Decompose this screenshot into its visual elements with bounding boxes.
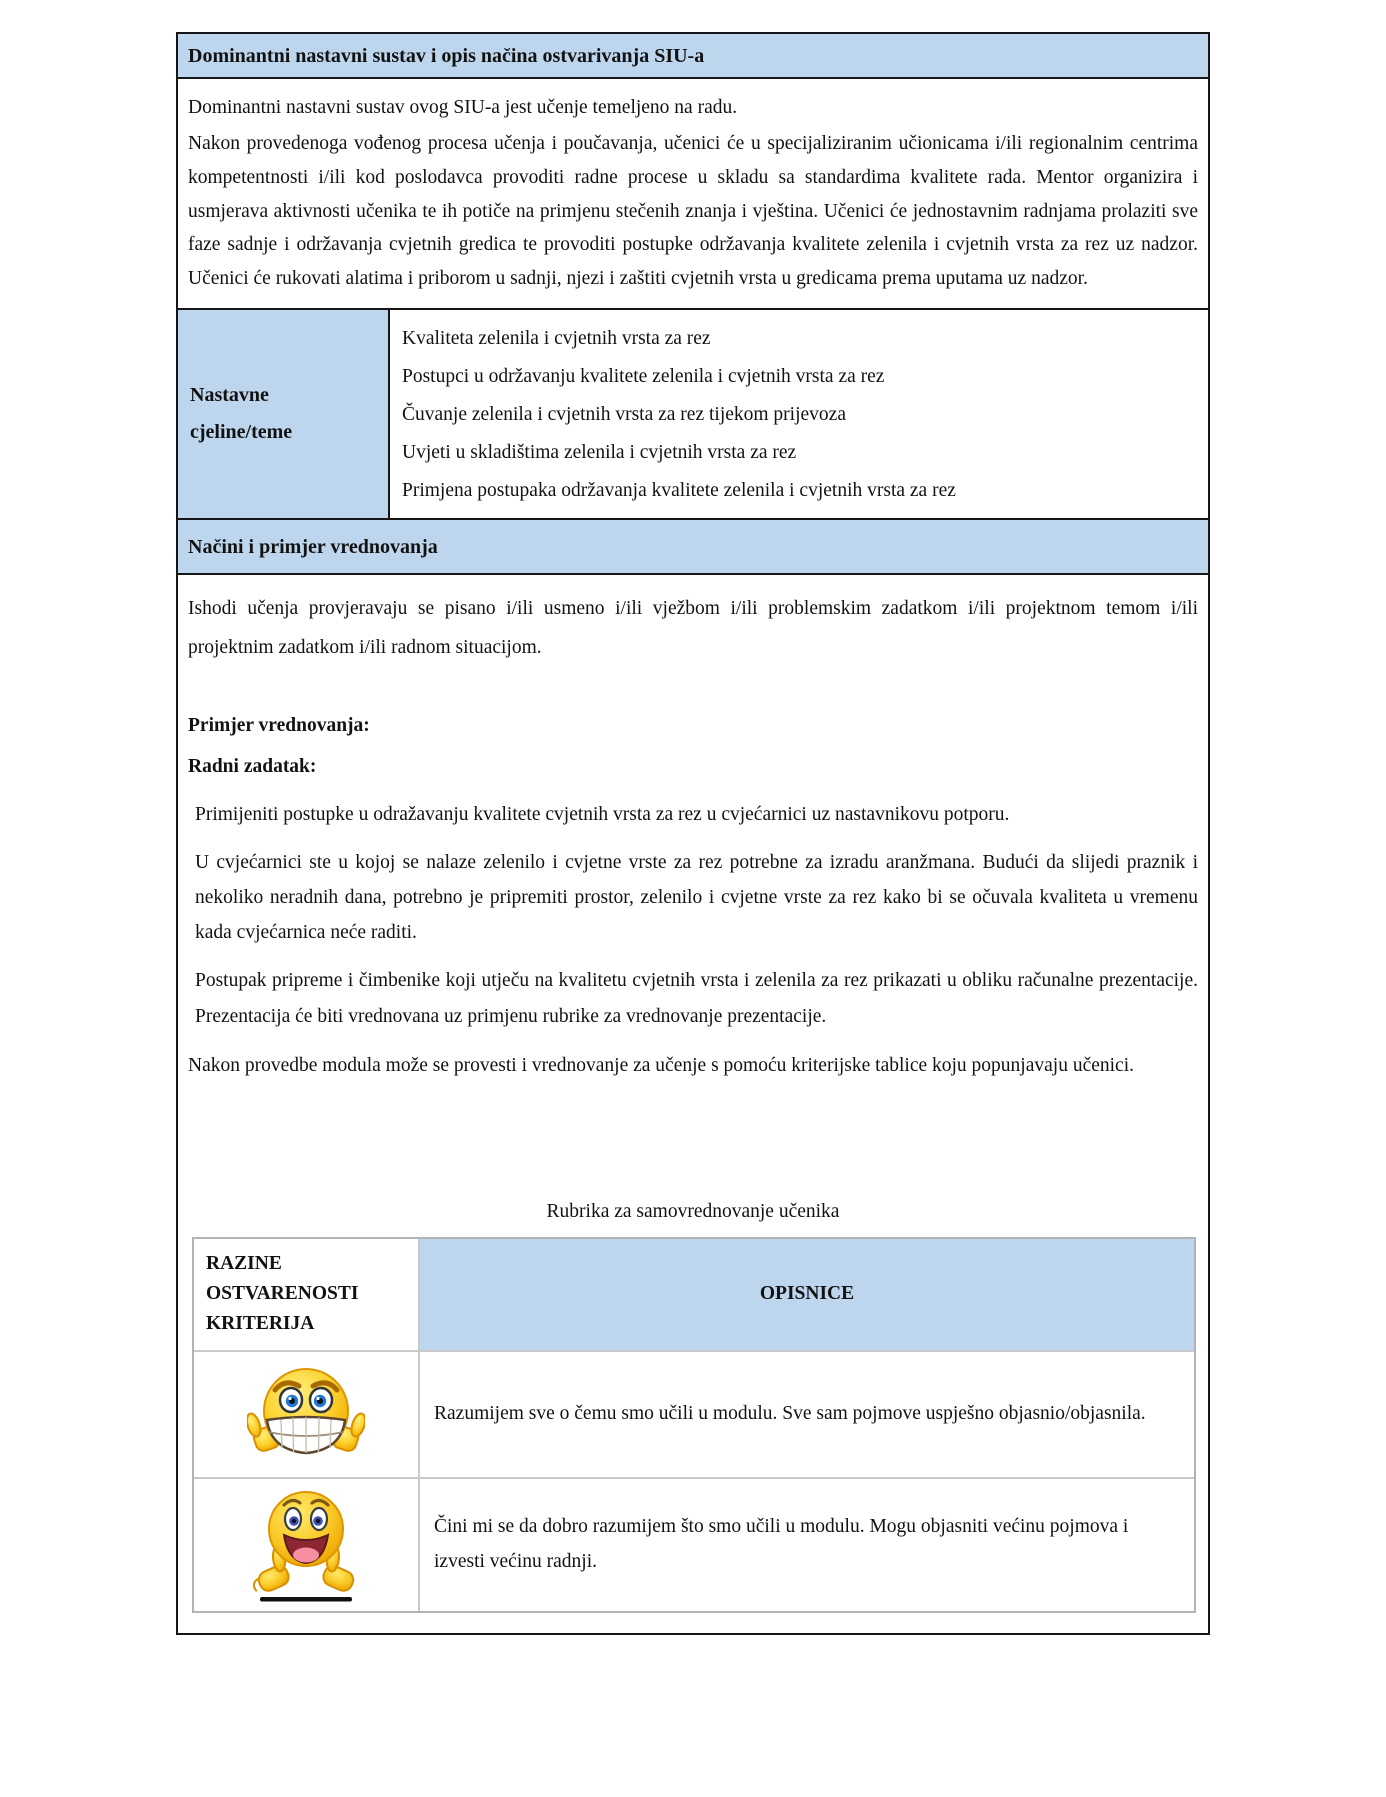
rubric-row-level-1 xyxy=(194,1350,1194,1477)
work-task-paragraph-3: Postupak pripreme i čimbenike koji utječu na kvalitetu cvjetnih vrsta i zelenila za rez prikazati u obliku računalne prezentacije. Prezentacija će biti vrednovana uz primjenu rubrike za vrednovanje prezentacije. xyxy=(195,970,1198,1027)
section-header-text: Dominantni nastavni sustav i opis načina ostvarivanja SIU-a xyxy=(188,45,705,67)
teaching-units-label: Nastavne cjeline/teme xyxy=(190,383,293,443)
dominant-system-cell xyxy=(178,79,1208,310)
rubric-row-level-2 xyxy=(194,1477,1194,1611)
work-task-label: Radni zadatak: xyxy=(188,755,317,777)
work-task-paragraph-1: Primijeniti postupke u odražavanju kvalitete cvjetnih vrsta za rez u cvjećarnici uz nastavnikovu potporu. xyxy=(195,804,1010,826)
dominant-system-description: Nakon provedenoga vođenog procesa učenja i poučavanja, učenici će u specijaliziranim učionicama i/ili regionalnim centrima kompetentnosti i/ili kod poslodavca provoditi radne procese u skladu sa standardima kvalitete rada. Mentor organizira i usmjerava aktivnosti učenika te ih potiče na primjenu stečenih znanja i vještina. Učenici će jednostavnim radnjama prolaziti sve faze sadnje i održavanja cvjetnih gredica te provoditi postupke održavanja kvalitete zelenila i cvjetnih vrsta za rez uz nadzor. Učenici će rukovati alatima i priborom u sadnji, njezi i zaštiti cvjetnih vrsta u gredicama prema uputama uz nadzor. xyxy=(188,133,1198,290)
teaching-units-row xyxy=(178,310,1208,520)
teaching-unit-item: Uvjeti u skladištima zelenila i cvjetnih vrsta za rez xyxy=(402,441,797,463)
section-header-vrednovanje-text: Načini i primjer vrednovanja xyxy=(188,535,438,558)
dominant-system-intro: Dominantni nastavni sustav ovog SIU-a jest učenje temeljeno na radu. xyxy=(188,97,738,118)
section-header-dominantni-sustav xyxy=(178,34,1208,79)
section-header-vrednovanje xyxy=(178,520,1208,575)
rubric-level-1-text-cell xyxy=(420,1352,1194,1477)
rubric-level-2-text-cell xyxy=(420,1479,1194,1611)
rubric-level-1-text: Razumijem sve o čemu smo učili u modulu. Sve sam pojmove uspješno objasnio/objasnila. xyxy=(434,1402,1146,1424)
rubric-col2-header: OPISNICE xyxy=(759,1283,855,1305)
teaching-unit-item: Postupci u održavanju kvalitete zelenila i cvjetnih vrsta za rez xyxy=(402,365,885,387)
rubric-level-2-text: Čini mi se da dobro razumijem što smo učili u modulu. Mogu objasniti većinu pojmova i izvesti većinu radnji. xyxy=(434,1516,1129,1572)
rubric-col2-header-cell xyxy=(420,1239,1194,1350)
rubric-header-row xyxy=(194,1239,1194,1350)
teaching-unit-item: Čuvanje zelenila i cvjetnih vrsta za rez tijekom prijevoza xyxy=(402,403,846,425)
rubric-col1-header: RAZINE OSTVARENOSTI KRITERIJA xyxy=(206,1252,359,1335)
teaching-unit-item: Kvaliteta zelenila i cvjetnih vrsta za rez xyxy=(402,327,711,349)
teaching-units-list xyxy=(390,310,1208,518)
teaching-unit-item: Primjena postupaka održavanja kvalitete zelenila i cvjetnih vrsta za rez xyxy=(402,479,956,501)
curriculum-table xyxy=(176,32,1210,1635)
vertical-spacer xyxy=(188,1083,1198,1195)
evaluation-cell xyxy=(178,575,1208,1633)
emoji-big-grin-two-thumbs-up-icon xyxy=(247,1362,365,1466)
self-assessment-rubric-table xyxy=(192,1237,1196,1613)
emoji-open-smile-two-thumbs-up-underline-icon xyxy=(242,1485,370,1605)
work-task-paragraph-2: U cvjećarnici ste u kojoj se nalaze zelenilo i cvjetne vrste za rez potrebne za izradu aranžmana. Budući da slijedi praznik i nekoliko neradnih dana, potrebno je pripremiti prostor, zelenilo i cvjetne vrste za rez kako bi se očuvala kvaliteta u vremenu kada cvjećarnica neće raditi. xyxy=(195,852,1198,944)
rubric-col1-header-cell xyxy=(194,1239,420,1350)
rubric-level-1-icon-cell xyxy=(194,1352,420,1477)
rubric-level-2-icon-cell xyxy=(194,1479,420,1611)
evaluation-example-label: Primjer vrednovanja: xyxy=(188,714,370,736)
teaching-units-label-cell xyxy=(178,310,390,518)
evaluation-outcomes-text: Ishodi učenja provjeravaju se pisano i/ili usmeno i/ili vježbom i/ili problemskim zadatkom i/ili projektnom temom i/ili projektnim zadatkom i/ili radnom situacijom. xyxy=(188,597,1198,658)
module-evaluation-note: Nakon provedbe modula može se provesti i vrednovanje za učenje s pomoću kriterijske tablice koju popunjavaju učenici. xyxy=(188,1054,1134,1076)
rubric-caption: Rubrika za samovrednovanje učenika xyxy=(546,1200,840,1222)
